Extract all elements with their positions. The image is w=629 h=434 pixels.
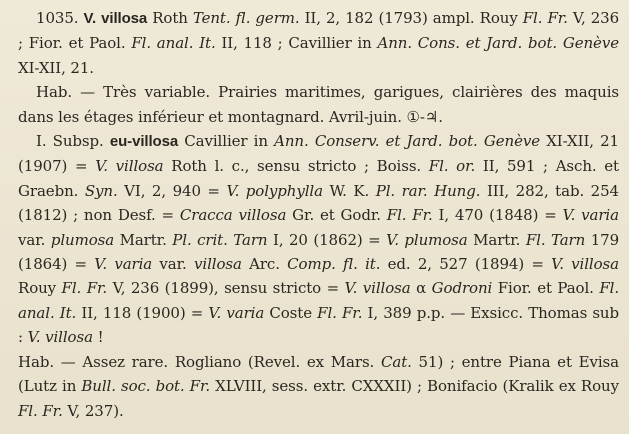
italic-reference: Bull. soc. bot. Fr. xyxy=(81,377,211,396)
italic-reference: Pl. rar. Hung. xyxy=(375,181,481,200)
italic-reference: Ann. Cons. et Jard. bot. Genève xyxy=(377,34,619,53)
citation-text: α xyxy=(410,279,432,298)
italic-reference: Comp. fl. it. xyxy=(287,255,381,274)
citation-text: var. xyxy=(152,255,194,274)
citation-text: III, 282, tab. 254 (1812) ; non Desf. = xyxy=(18,181,619,225)
italic-reference: Fl. Tarn xyxy=(525,230,586,249)
italic-reference: Syn. xyxy=(84,181,118,200)
citation-text: I, 470 (1848) = xyxy=(432,206,563,225)
citation-text: Arc. xyxy=(241,255,288,274)
italic-reference: Tent. fl. germ. xyxy=(192,9,300,27)
citation-text: Roth xyxy=(152,9,193,27)
citation-text: XI-XII, 21. xyxy=(18,58,94,77)
subspecies-entry xyxy=(18,129,619,350)
italic-reference: Fl. Fr. xyxy=(317,303,363,322)
citation-text: Martr. xyxy=(467,230,526,249)
subspecies-label: I. Subsp. xyxy=(36,132,104,151)
italic-reference: Cracca villosa xyxy=(179,206,287,225)
citation-text: Roth l. c., sensu stricto ; Boiss. xyxy=(163,157,429,176)
italic-reference: Fl. Fr. xyxy=(61,279,108,298)
italic-reference: Fl. Fr. xyxy=(18,401,63,420)
italic-reference: V. villosa xyxy=(551,255,619,274)
species-entry xyxy=(18,6,619,80)
italic-reference: V. varia xyxy=(94,255,153,274)
citation-text: I, 20 (1862) = xyxy=(267,230,387,249)
citation-text: II, 591 ; Asch. et Graebn. xyxy=(18,157,619,200)
citation-text: Martr. xyxy=(114,230,173,249)
italic-reference: V. polyphylla xyxy=(226,181,323,200)
italic-reference: Fl. Fr. xyxy=(386,206,433,225)
subspecies-habitat xyxy=(18,350,619,423)
citation-text: W. K. xyxy=(322,181,376,200)
italic-reference: Fl. anal. It. xyxy=(131,34,216,53)
subspecies-citation xyxy=(18,132,619,346)
genus-abbreviation: V. xyxy=(83,10,97,27)
citation-text: Fior. et Paol. xyxy=(492,279,600,298)
italic-reference: Godroni xyxy=(431,279,493,298)
citation-text: Cavillier in xyxy=(178,132,275,151)
italic-reference: Pl. crit. Tarn xyxy=(172,230,268,249)
citation-text: Hab. — Assez rare. Rogliano (Revel. ex Mars. xyxy=(18,352,381,371)
subspecies-name: eu-villosa xyxy=(109,133,179,151)
species-epithet: villosa xyxy=(101,10,148,27)
citation-text: Gr. et Godr. xyxy=(286,206,387,225)
citation-text: V, 236 ; Fior. et Paol. xyxy=(18,9,620,53)
italic-reference: plumosa xyxy=(50,230,115,249)
italic-reference: Fl. anal. It. xyxy=(18,279,620,322)
citation-text: II, 118 ; Cavillier in xyxy=(215,34,378,53)
italic-reference: V. varia xyxy=(562,206,619,225)
citation-text: var. xyxy=(18,230,51,249)
citation-text: XLVIII, sess. extr. CXXXII) ; Bonifacio (Kralik ex Rouy xyxy=(210,377,619,396)
citation-text: XI-XII, 21 (1907) = xyxy=(18,132,619,176)
italic-reference: Cat. xyxy=(380,352,412,371)
italic-reference: V. villosa xyxy=(344,279,411,298)
citation-text: Rouy xyxy=(18,279,62,298)
citation-text: II, 2, 182 (1793) ampl. Rouy xyxy=(299,9,523,27)
citation-text: I, 389 p.p. — Exsicc. Thomas sub : xyxy=(18,303,619,347)
citation-text: 179 (1864) = xyxy=(18,230,620,274)
citation-text: Coste xyxy=(264,303,318,322)
italic-reference: V. plumosa xyxy=(386,230,468,249)
citation-text: II, 118 (1900) = xyxy=(76,303,209,322)
citation-text: V, 237). xyxy=(62,401,124,420)
species-habitat: Hab. — Très variable. Prairies maritimes, garigues, clairières des maquis dans les étages inférieur et montagnard. Avril-juin. ①-♃. xyxy=(18,83,619,126)
citation-text: V, 236 (1899), sensu stricto = xyxy=(107,279,345,298)
citation-text: ed. 2, 527 (1894) = xyxy=(380,255,552,274)
citation-text: VI, 2, 940 = xyxy=(117,181,227,200)
italic-reference: villosa xyxy=(194,255,242,274)
italic-reference: Fl. Fr. xyxy=(522,9,568,27)
species-number: 1035. xyxy=(36,9,79,27)
italic-reference: Ann. Conserv. et Jard. bot. Genève xyxy=(274,132,541,151)
italic-reference: V. villosa xyxy=(27,328,93,347)
italic-reference: V. varia xyxy=(208,303,265,322)
italic-reference: V. villosa xyxy=(95,157,164,176)
citation-text: ! xyxy=(92,328,104,347)
citation-text: 51) ; entre Piana et Evisa (Lutz in xyxy=(18,352,619,396)
italic-reference: Fl. or. xyxy=(428,157,476,176)
